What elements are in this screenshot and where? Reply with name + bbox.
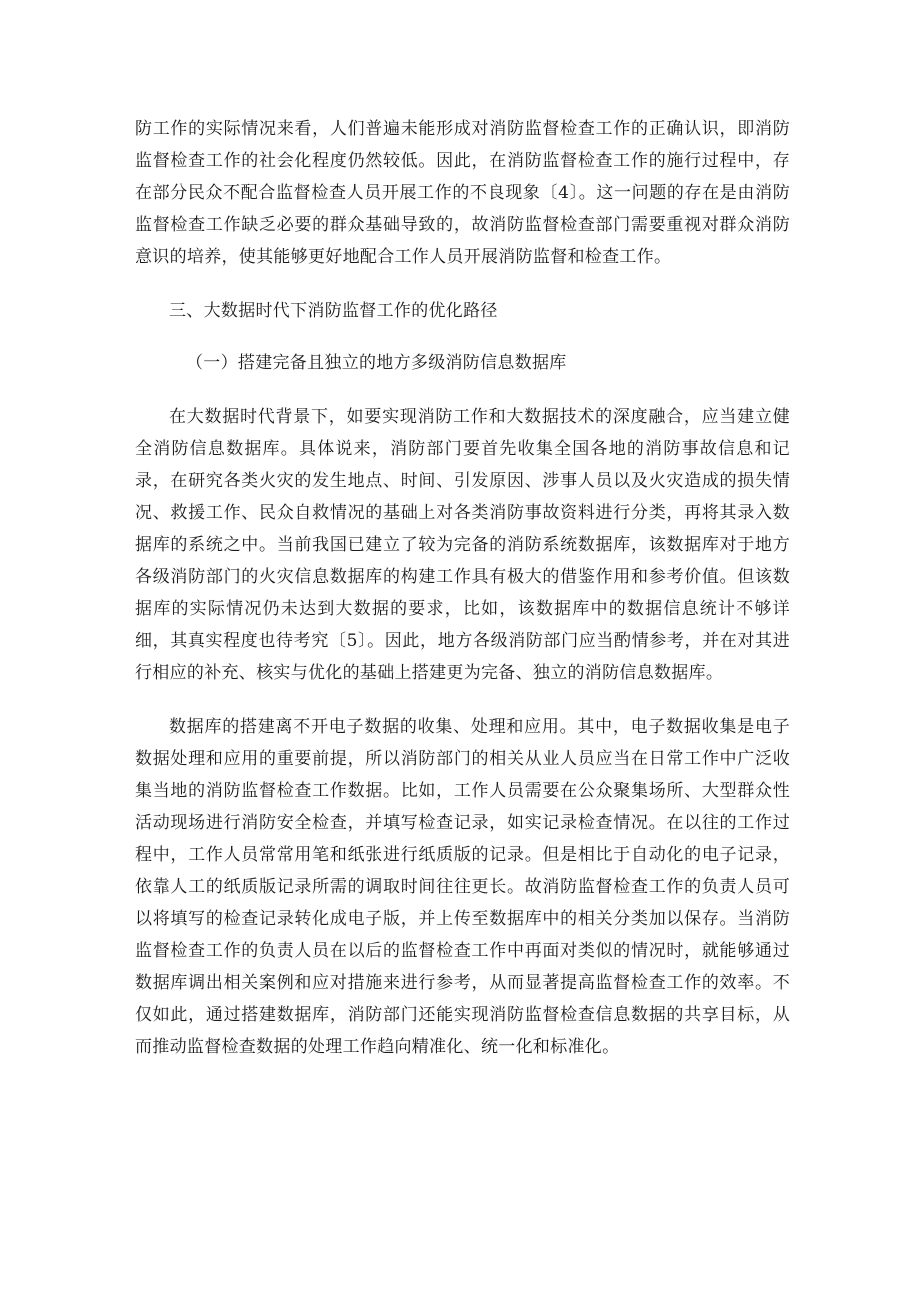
paragraph-electronic-data: 数据库的搭建离不开电子数据的收集、处理和应用。其中，电子数据收集是电子数据处理和应用的重要前提，所以消防部门的相关从业人员应当在日常工作中广泛收集当地的消防监督检查工作数据。比如，工作人员需要在公众聚集场所、大型群众性活动现场进行消防安全检查，并填写检查记录，如实记录检查情况。在以往的工作过程中，工作人员常常用笔和纸张进行纸质版的记录。但是相比于自动化的电子记录，依靠人工的纸质版记录所需的调取时间往往更长。故消防监督检查工作的负责人员可以将填写的检查记录转化成电子版，并上传至数据库中的相关分类加以保存。当消防监督检查工作的负责人员在以后的监督检查工作中再面对类似的情况时，就能够通过数据库调出相关案例和应对措施来进行参考，从而显著提高监督检查工作的效率。不仅如此，通过搭建数据库，消防部门还能实现消防监督检查信息数据的共享目标，从而推动监督检查数据的处理工作趋向精准化、统一化和标准化。 bbox=[135, 717, 790, 1057]
paragraph-database: 在大数据时代背景下，如要实现消防工作和大数据技术的深度融合，应当建立健全消防信息数据库。具体说来，消防部门要首先收集全国各地的消防事故信息和记录，在研究各类火灾的发生地点、时间、引发原因、涉事人员以及火灾造成的损失情况、救援工作、民众自救情况的基础上对各类消防事故资料进行分类，再将其录入数据库的系统之中。当前我国已建立了较为完备的消防系统数据库，该数据库对于地方各级消防部门的火灾信息数据库的构建工作具有极大的借鉴作用和参考价值。但该数据库的实际情况仍未达到大数据的要求，比如，该数据库中的数据信息统计不够详细，其真实程度也待考究〔5〕。因此，地方各级消防部门应当酌情参考，并在对其进行相应的补充、核实与优化的基础上搭建更为完备、独立的消防信息数据库。 bbox=[135, 407, 790, 683]
section-heading: 三、大数据时代下消防监督工作的优化路径 bbox=[169, 301, 498, 321]
subsection-heading: （一）搭建完备且独立的地方多级消防信息数据库 bbox=[186, 353, 567, 373]
spacer bbox=[135, 689, 790, 711]
document-page bbox=[135, 113, 790, 1063]
paragraph-continuation: 防工作的实际情况来看，人们普遍未能形成对消防监督检查工作的正确认识，即消防监督检查工作的社会化程度仍然较低。因此，在消防监督检查工作的施行过程中，存在部分民众不配合监督检查人员开展工作的不良现象〔4〕。这一问题的存在是由消防监督检查工作缺乏必要的群众基础导致的，故消防监督检查部门需要重视对群众消防意识的培养，使其能够更好地配合工作人员开展消防监督和检查工作。 bbox=[135, 119, 790, 267]
spacer bbox=[135, 327, 790, 347]
spacer bbox=[135, 273, 790, 295]
spacer bbox=[135, 379, 790, 401]
